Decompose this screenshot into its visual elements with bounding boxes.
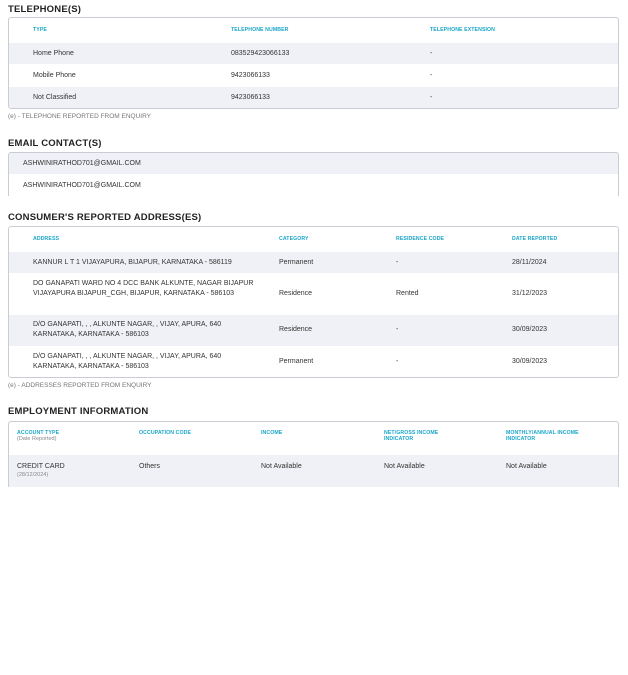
date-reported: 30/09/2023: [512, 326, 548, 333]
address-text: D/O GANAPATI, , , ALKUNTE NAGAR, , VIJAY, APURA, 640 KARNATAKA, KARNATAKA - 586103: [33, 321, 222, 338]
residence-code: -: [396, 259, 399, 266]
col-address: ADDRESS: [33, 236, 60, 242]
date-reported: 31/12/2023: [512, 290, 548, 297]
telephones-table: [8, 17, 619, 109]
email-address: ASHWINIRATHOD701@GMAIL.COM: [23, 182, 141, 189]
phone-extension: -: [430, 50, 433, 57]
date-reported: 30/09/2023: [512, 358, 548, 365]
phone-type: Mobile Phone: [33, 72, 76, 79]
date-reported-subheader: (Date Reported): [17, 436, 57, 442]
account-type-cell: [17, 462, 65, 479]
employment-title: EMPLOYMENT INFORMATION: [8, 406, 149, 417]
table-row: [9, 87, 618, 108]
emails-table: [8, 152, 619, 196]
col-date-reported: DATE REPORTED: [512, 236, 558, 242]
col-net-gross-indicator: NET/GROSS INCOME INDICATOR: [384, 430, 439, 442]
phone-number: 9423066133: [231, 94, 270, 101]
address-text: KANNUR L T 1 VIJAYAPURA, BIJAPUR, KARNATAKA - 586119: [33, 259, 232, 266]
addresses-title: CONSUMER'S REPORTED ADDRESS(ES): [8, 212, 202, 223]
col-income: INCOME: [261, 430, 283, 436]
phone-type: Not Classified: [33, 94, 77, 101]
table-row: [9, 252, 618, 273]
list-item: [9, 153, 618, 174]
account-type: CREDIT CARD: [17, 463, 65, 470]
table-row: [9, 315, 618, 346]
address-category: Permanent: [279, 358, 314, 365]
table-row: [9, 43, 618, 64]
addresses-table: [8, 226, 619, 378]
addresses-header-row: [9, 236, 618, 244]
table-row: [9, 455, 618, 487]
email-address: ASHWINIRATHOD701@GMAIL.COM: [23, 160, 141, 167]
address-category: Residence: [279, 326, 313, 333]
monthly-annual-indicator: Not Available: [506, 463, 547, 470]
account-date: (28/12/2024): [17, 471, 49, 478]
income: Not Available: [261, 463, 302, 470]
col-residence-code: RESIDENCE CODE: [396, 236, 445, 242]
list-item: [9, 175, 618, 196]
residence-code: -: [396, 326, 399, 333]
occupation-code: Others: [139, 463, 161, 470]
col-telephone-number: TELEPHONE NUMBER: [231, 27, 289, 33]
employment-table: [8, 421, 619, 487]
phone-type: Home Phone: [33, 50, 74, 57]
address-text: D/O GANAPATI, , , ALKUNTE NAGAR, , VIJAY, APURA, 640 KARNATAKA, KARNATAKA - 586103: [33, 353, 222, 370]
table-row: [9, 347, 618, 378]
phone-extension: -: [430, 94, 433, 101]
table-row: [9, 65, 618, 86]
address-category: Residence: [279, 290, 313, 297]
telephones-note: (e) - TELEPHONE REPORTED FROM ENQUIRY: [8, 113, 152, 120]
address-text: DO GANAPATI WARD NO 4 DCC BANK ALKUNTE, NAGAR BIJAPUR VIJAYAPURA BIJAPUR_CGH, BIJAPUR, KARNATAKA - 586103: [33, 280, 254, 297]
phone-extension: -: [430, 72, 433, 79]
emails-title: EMAIL CONTACT(S): [8, 138, 102, 149]
col-type: TYPE: [33, 27, 47, 33]
residence-code: -: [396, 358, 399, 365]
residence-code: Rented: [396, 290, 419, 297]
col-occupation-code: OCCUPATION CODE: [139, 430, 192, 436]
col-monthly-annual-indicator: MONTHLY/ANNUAL INCOME INDICATOR: [506, 430, 579, 442]
telephones-header-row: [9, 27, 618, 35]
col-account-type: [17, 430, 59, 443]
addresses-note: (e) - ADDRESSES REPORTED FROM ENQUIRY: [8, 382, 152, 389]
employment-header-row: [9, 430, 618, 450]
account-type-header: ACCOUNT TYPE: [17, 430, 60, 436]
col-telephone-extension: TELEPHONE EXTENSION: [430, 27, 496, 33]
table-row: [9, 274, 618, 314]
address-category: Permanent: [279, 259, 314, 266]
col-category: CATEGORY: [279, 236, 309, 242]
phone-number: 083529423066133: [231, 50, 290, 57]
telephones-title: TELEPHONE(S): [8, 4, 82, 15]
phone-number: 9423066133: [231, 72, 270, 79]
net-gross-indicator: Not Available: [384, 463, 425, 470]
date-reported: 28/11/2024: [512, 259, 547, 266]
